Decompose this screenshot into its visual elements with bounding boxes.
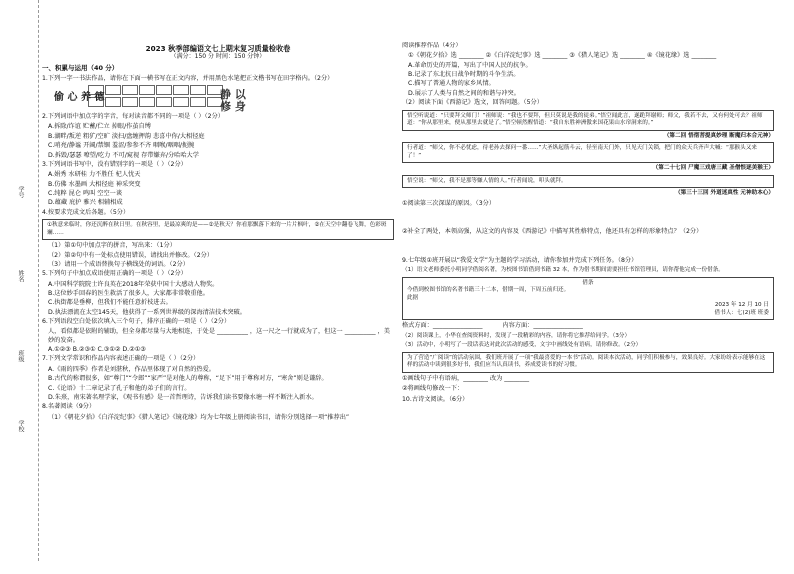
q4-sub-2: （2）第②句中有一处标点使用错误，请找出并修改。（2分）	[48, 251, 214, 259]
q9-format	[402, 322, 774, 330]
r1-item-3: B.记录了东北抗日战争时期的斗争生活。	[408, 71, 520, 79]
right-column	[402, 42, 774, 552]
r2-passage-1: 悟空听说道：“只要拜父师门！”祖师说：“我也不要拜，但只莫说是我的徒弟。”悟空闻此言，遂跪拜谢师；师父，我若不去，又有何处可去？祖师道：“你从那里来，便从那里去就是了。”悟空顿然醒悟道：“我自东胜神洲傲来国花果山水帘洞来的。”	[402, 110, 774, 131]
binding-label-name: 姓名	[17, 270, 24, 282]
q5-option-a: A.中国科学院院士许良英在2018年荣获中国十大感动人物奖。	[48, 280, 219, 288]
r1-item-2: A.革命历史的开篇，写出了中国人民的抗争。	[408, 61, 532, 69]
q2-option-d: D.拆毁/瑟瑟 嘹望/吃力 不可/窥视 存带嫌弃/分哈哈大学	[48, 151, 199, 159]
q8-text: （1）《朝花夕拾》《白洋淀纪事》《猎人笔记》《镜花缘》均为七年级上册阅读书目，请你分别选择一项“推荐出”	[48, 413, 350, 421]
r1-item-1: ①《朝花夕拾》选 ________ ②《白洋淀纪事》选 ________ ③《猎人笔记》选 ________ ④《镜花缘》选 ________	[408, 52, 717, 60]
question-5: 5.下列句子中加点成语使用正确的一项是（ ）（2分）	[42, 270, 187, 278]
borrow-note-title: 借条	[582, 279, 594, 286]
q4-sub-3: （3）请用一个成语替换句子横线处的词语。（2分）	[48, 260, 189, 268]
r-question-2: （2）阅读下面《西游记》选文，回答问题。（5分）	[402, 99, 543, 107]
exam-title: 2023 秋季部编语文七上期末复习质量检收卷	[145, 44, 291, 53]
r2-heading-3: （第三十三回 外道迷真性 元神助本心）	[675, 190, 774, 197]
q6-options: A.①②③ B.②③① C.③①② D.②①③	[48, 346, 146, 354]
q9-part-3: （3）活动中，小明写了一段话表达对此次活动的感受，文字中画线处有语病，请你修改。（2分）	[402, 342, 642, 349]
r2-subquestion-1: ①阅读第三次深谋的原因。（3分）	[402, 199, 496, 207]
question-2: 2.下列词语中加点字的字音，每对读音都不同的一项是（ ）（2分）	[42, 113, 224, 121]
question-6: 6.下列语段空白处依次填入三个句子，排序正确的一项是（ ）（2分）	[42, 318, 231, 326]
r1-item-4: C.描写了普通人物的家乡风情。	[408, 80, 495, 88]
r2-passage-3: 悟空说：“师父，我不是那等嫌人情的人。”行者闻说，叩头就拜。	[402, 175, 774, 189]
q9-part-1: （1）语文老师委托小明同学借阅名著，为校图书馆借到书籍 32 本，作为借书期间需要担任书馆管理员，请你帮他完成一份借条。	[402, 266, 724, 273]
q2-option-a: A.拆除/诈谊 贮蓄/伫立 掉眼/作茧自缚	[48, 123, 151, 131]
question-8: 8.名著阅读（9分）	[42, 403, 96, 411]
r2-answer-space-2[interactable]	[402, 239, 774, 257]
q9-part-3-passage: 为了营造“广阅读”的活动氛围，我们班开展了一项“我最喜爱的一本书”活动。阅读本次活动，同学们积极参与，效果良好。大家纷纷表示能够在这样的活动中读到很多好书，我们应当认真读书，养成爱读书的好习惯。	[402, 352, 774, 373]
binding-label-class: 班级	[17, 350, 24, 362]
q9-format-label: 格式方面：________________	[402, 322, 483, 330]
binding-label-student-id: 学号	[17, 186, 24, 198]
binding-margin	[0, 0, 39, 561]
r2-answer-space-1[interactable]	[402, 210, 774, 228]
r-question-1: 阅读推荐作品（4分）	[402, 42, 462, 49]
q7-option-c: C.《论语》十二章记录了孔子和他的弟子们的言行。	[48, 384, 191, 392]
q3-option-a: A.娟秀 水研桂 力不胜任 杞人忧天	[48, 171, 141, 179]
q5-option-b: B.这位妙手回春的医生救活了很多人，大家都非常敬重他。	[48, 289, 209, 297]
borrow-note-date: 2023 年 12 月 10 日	[714, 302, 769, 309]
q9-content-label: 内容方面：________________	[502, 322, 583, 330]
q7-option-a: A.《雨的四季》作者是刘湛秋，作品里体现了对自然的热爱。	[48, 365, 215, 373]
question-9: 9.七年级①班开展以“我爱文学”为主题的学习活动，请你参加并完成下列任务。（8分）	[402, 256, 638, 264]
r2-subquestion-2: ②补全了两处，本领高强，从这文的内容及《西游记》中描写其性格特点，他还具有怎样的形象特点？（2分）	[402, 228, 703, 236]
q2-option-c: C.哨亮/静谧 开阔/禁锢 羞涩/参参不齐 咽喉/咽咽/扼腕	[48, 142, 195, 150]
q3-option-c: C.纯粹 昆仑 鸣叫 空空一谈	[48, 190, 123, 197]
question-10: 10.古诗文阅读。（6分）	[402, 395, 469, 403]
r2-passage-2: 行者道：“师父，你不必忧虑，待老孙去探问一番……”大圣纵起筋斗云，径至南天门外，只见天门关锁，把门的众天兵齐声大喊：“那猴头又来了！”	[402, 142, 774, 163]
section-1: 一、积累与运用（40 分）	[42, 64, 119, 72]
q9-part-3-b: ②将画线句修改一下：	[402, 385, 464, 393]
q7-option-b: B.古代的称谓很多，如“尊门”“令郎”“家严”是对他人的尊称，“足下”用于尊称对方，“寒舍”则是谦辞。	[48, 375, 328, 383]
question-3: 3.下列词语书写中，没有错别字的一项是（ ）（2分）	[42, 160, 187, 168]
q9-part-2: （2）阅读课上，小华在查阅资料时，发现了一段精彩的内容，请你将它推荐给同学。（3分）	[402, 332, 631, 339]
q3-option-b: B.仿佛 水墨画 大相径庭 神采突变	[48, 180, 141, 188]
r2-heading-1: （第二回 悟彻菩提真妙理 断魔归本合元神）	[663, 132, 774, 139]
q4-passage: ①秋意来临时，你还沉醉在秋日里。在秋容里，是最凉爽的是——②是秋天？你看那飘落下来的一片片枫叶，②在天空中翻卷飞舞，色彩斑斓……	[42, 219, 394, 240]
borrow-note-body: 今借到校图书馆的名著书籍三十二本，借期一周，下周五前归还。	[407, 287, 570, 294]
q4-sub-1: （1）第①句中加点字的拼音，写出来：（1分）	[48, 242, 176, 250]
q9-part-3-a: ①画线句子中有语病，________ 改为 ________	[402, 374, 530, 382]
r1-item-5: D.展示了人类与自然之间的和谐与冲突。	[408, 89, 520, 97]
q5-option-c: C.执街都是垂柳，但我们不能任意折枝进去。	[48, 299, 172, 307]
calligraphy-work-left: 偷 心 养 德	[54, 92, 105, 103]
q2-option-b: B.湖畔/叛逆 粗犷/空旷 淡扫/盘缠押韵 悲喜中你/大相径庭	[48, 132, 205, 140]
r2-heading-2: （第二十七回 尸魔三戏唐三藏 圣僧恨逐美猴王）	[652, 165, 774, 172]
borrow-note-class: 借书人：七(2)班 班委	[714, 309, 769, 316]
borrow-note-sign: 此据	[407, 294, 419, 301]
question-1: 1.下列一字一书法作品，请你在下面一横书写在正文内容，并用黑色水笔把正文楷书写在田字格内。（2分）	[42, 74, 334, 82]
q5-option-d: D.执法漂流在太空145天，他获得了一系列世界级的深海清洁技术突破。	[48, 308, 246, 316]
exam-score-time: （满分：150 分 时间：150 分钟）	[170, 53, 266, 60]
question-7: 7.下列文学常识和作品内容表述正确的一项是（ ）（2分）	[42, 355, 200, 363]
q7-option-d: D.朱熹，南宋著名理学家，《观书有感》是一首哲理诗，告诉我们读书要像水塘一样不断注入新水。	[48, 393, 318, 401]
q3-option-d: D.蕴藏 庇护 雅兴 相辅相成	[48, 199, 123, 207]
borrow-note	[402, 277, 774, 321]
q6-passage: 人，看似都是依附的辅助，但全身都尽量与大地相连，于处是 __________ ，这一尺之一行就成为了，但这一 __________ ，美妙的发奋。	[48, 328, 390, 344]
binding-label-school: 学校	[17, 420, 24, 432]
question-4: 4.按要求完成文后各题。（5分）	[42, 208, 130, 216]
calligraphy-work-right: 静 以 修 身	[220, 88, 246, 113]
